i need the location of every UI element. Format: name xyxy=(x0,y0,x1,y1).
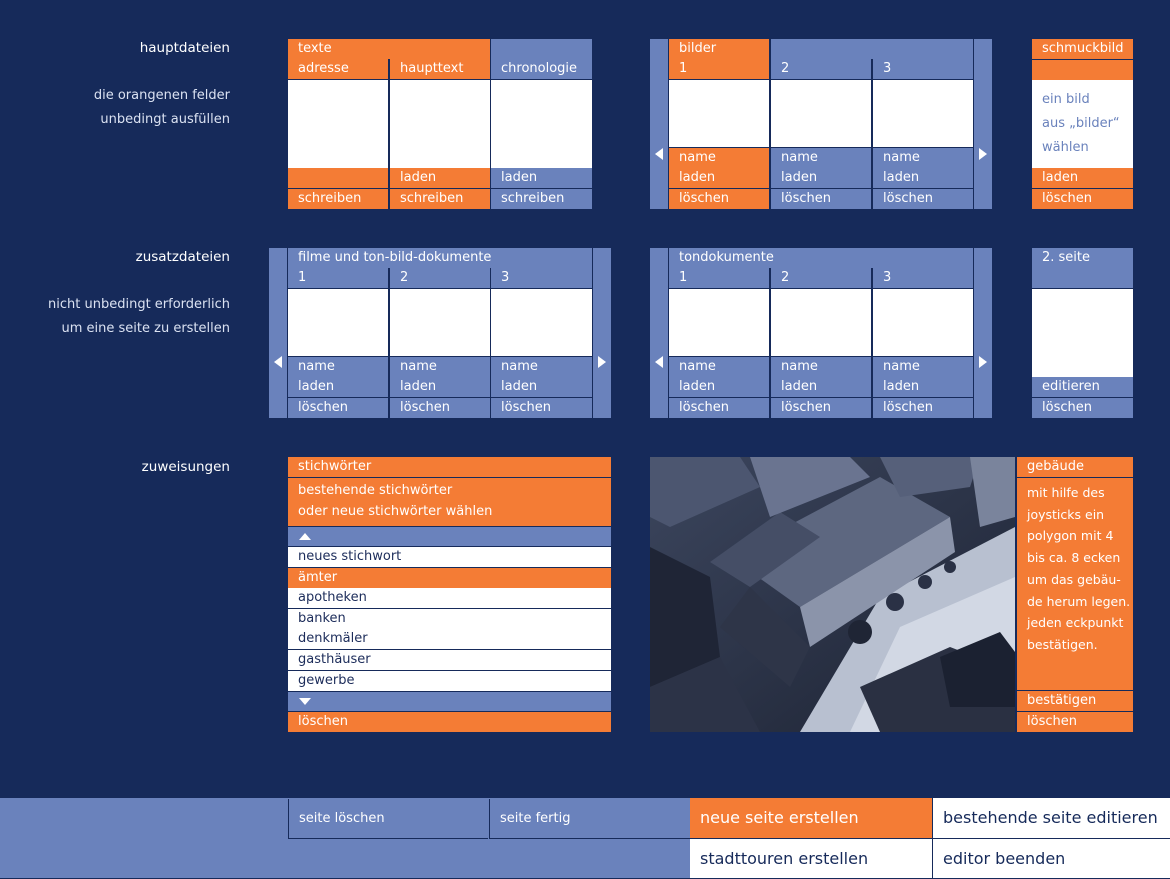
bilder-delete-2[interactable]: löschen xyxy=(771,189,871,209)
bilder-col-3: 3 xyxy=(873,59,973,79)
ton-col-2: 2 xyxy=(771,268,871,288)
stichwoerter-hint xyxy=(288,478,611,526)
bilder-slot-3[interactable] xyxy=(873,80,973,147)
ton-name-1[interactable]: name xyxy=(669,357,769,377)
filme-load-3[interactable]: laden xyxy=(491,377,592,397)
gebaeude-line: de herum legen. xyxy=(1027,593,1131,609)
texte-col-haupttext: haupttext xyxy=(390,59,490,79)
ton-col-1: 1 xyxy=(669,268,769,288)
delete-page-button[interactable]: seite löschen xyxy=(288,799,488,839)
seite2-header-filler xyxy=(1032,268,1133,288)
ton-delete-1[interactable]: löschen xyxy=(669,398,769,418)
arrow-right-icon xyxy=(598,356,606,368)
texte-haupttext-write-button[interactable]: schreiben xyxy=(390,189,490,209)
gebaeude-confirm-button[interactable]: bestätigen xyxy=(1017,691,1133,711)
stichwort-item[interactable]: neues stichwort xyxy=(288,547,611,567)
stichwort-item[interactable]: apotheken xyxy=(288,588,611,608)
stichwort-item[interactable]: gewerbe xyxy=(288,671,611,691)
schmuckbild-header-filler xyxy=(1032,60,1133,80)
gebaeude-instructions xyxy=(1017,478,1133,690)
gebaeude-line: bestätigen. xyxy=(1027,636,1098,652)
texte-adresse-load-empty xyxy=(288,168,388,188)
bilder-col-2: 2 xyxy=(771,59,871,79)
ton-load-2[interactable]: laden xyxy=(771,377,871,397)
bilder-slot-1[interactable] xyxy=(669,80,769,147)
footer-divider xyxy=(690,838,1170,839)
texte-chronologie-load-button[interactable]: laden xyxy=(491,168,592,188)
arrow-left-icon xyxy=(655,356,663,368)
bilder-title: bilder xyxy=(669,39,769,59)
gebaeude-delete-button[interactable]: löschen xyxy=(1017,712,1133,732)
schmuckbild-load-button[interactable]: laden xyxy=(1032,168,1133,188)
main-hint-line1: die orangenen felder xyxy=(93,88,230,103)
filme-delete-3[interactable]: löschen xyxy=(491,398,592,418)
ton-col-3: 3 xyxy=(873,268,973,288)
filme-scroll-right[interactable] xyxy=(593,248,611,418)
texte-adresse-field[interactable] xyxy=(288,80,388,168)
filme-name-1[interactable]: name xyxy=(288,357,388,377)
filme-col-2: 2 xyxy=(390,268,490,288)
ton-delete-2[interactable]: löschen xyxy=(771,398,871,418)
filme-title: filme und ton-bild-dokumente xyxy=(288,248,592,268)
texte-haupttext-field[interactable] xyxy=(390,80,490,168)
stichwoerter-scroll-up[interactable] xyxy=(288,527,611,546)
schmuckbild-delete-button[interactable]: löschen xyxy=(1032,189,1133,209)
quit-editor-button[interactable]: editor beenden xyxy=(933,839,1170,878)
stichwoerter-scroll-down[interactable] xyxy=(288,692,611,711)
filme-name-3[interactable]: name xyxy=(491,357,592,377)
bilder-load-2[interactable]: laden xyxy=(771,168,871,188)
gebaeude-line: polygon mit 4 xyxy=(1027,528,1114,544)
new-page-button[interactable]: neue seite erstellen xyxy=(690,798,932,838)
schmuckbild-title: schmuckbild xyxy=(1032,39,1133,59)
bilder-col-1: 1 xyxy=(669,59,769,79)
filme-col-1: 1 xyxy=(288,268,388,288)
filme-load-1[interactable]: laden xyxy=(288,377,388,397)
ton-load-3[interactable]: laden xyxy=(873,377,973,397)
aerial-photo-image xyxy=(650,457,1015,732)
schmuckbild-text-1: ein bild xyxy=(1042,92,1090,107)
section-label-extra: zusatzdateien xyxy=(135,249,230,265)
extra-hint-line2: um eine seite zu erstellen xyxy=(61,321,230,336)
bilder-slot-2[interactable] xyxy=(771,80,871,147)
ton-load-1[interactable]: laden xyxy=(669,377,769,397)
schmuckbild-preview[interactable] xyxy=(1032,80,1133,168)
arrow-right-icon xyxy=(979,148,987,160)
gebaeude-line: mit hilfe des xyxy=(1027,485,1105,500)
bilder-name-1[interactable]: name xyxy=(669,148,769,168)
gebaeude-line: um das gebäu- xyxy=(1027,571,1121,587)
filme-slot-3[interactable] xyxy=(491,289,592,356)
stichwoerter-hint-line2: oder neue stichwörter wählen xyxy=(298,504,493,519)
arrow-right-icon xyxy=(979,356,987,368)
texte-col-adresse: adresse xyxy=(288,59,388,79)
texte-haupttext-load-button[interactable]: laden xyxy=(390,168,490,188)
bilder-name-2[interactable]: name xyxy=(771,148,871,168)
stichwoerter-title: stichwörter xyxy=(288,457,611,477)
bilder-delete-3[interactable]: löschen xyxy=(873,189,973,209)
filme-delete-2[interactable]: löschen xyxy=(390,398,490,418)
texte-chronologie-field[interactable] xyxy=(491,80,592,168)
arrow-up-icon xyxy=(299,533,311,540)
filme-slot-1[interactable] xyxy=(288,289,388,356)
page-done-button[interactable]: seite fertig xyxy=(489,799,690,839)
bilder-delete-1[interactable]: löschen xyxy=(669,189,769,209)
bilder-scroll-left[interactable] xyxy=(650,39,668,209)
bilder-name-3[interactable]: name xyxy=(873,148,973,168)
seite2-preview[interactable] xyxy=(1032,289,1133,377)
gebaeude-line: bis ca. 8 ecken xyxy=(1027,550,1121,566)
filme-col-3: 3 xyxy=(491,268,592,288)
arrow-left-icon xyxy=(274,356,282,368)
main-hint-line2: unbedingt ausfüllen xyxy=(100,112,230,127)
texte-title-filler xyxy=(491,39,592,59)
extra-hint-line1: nicht unbedingt erforderlich xyxy=(48,297,230,312)
ton-name-3[interactable]: name xyxy=(873,357,973,377)
stichwort-item[interactable]: gasthäuser xyxy=(288,650,611,670)
edit-page-button[interactable]: bestehende seite editieren xyxy=(933,798,1170,838)
filme-delete-1[interactable]: löschen xyxy=(288,398,388,418)
schmuckbild-text-2: aus „bilder“ xyxy=(1042,116,1120,131)
create-tours-button[interactable]: stadttouren erstellen xyxy=(690,839,932,878)
stichwort-item[interactable]: banken xyxy=(288,609,611,629)
stichwoerter-delete-button[interactable]: löschen xyxy=(288,712,611,732)
ton-name-2[interactable]: name xyxy=(771,357,871,377)
texte-title: texte xyxy=(288,39,490,59)
ton-slot-2[interactable] xyxy=(771,289,871,356)
filme-scroll-left[interactable] xyxy=(269,248,287,418)
filme-load-2[interactable]: laden xyxy=(390,377,490,397)
ton-scroll-right[interactable] xyxy=(974,248,992,418)
filme-slot-2[interactable] xyxy=(390,289,490,356)
bilder-load-1[interactable]: laden xyxy=(669,168,769,188)
gebaeude-title: gebäude xyxy=(1017,457,1133,477)
texte-adresse-write-button[interactable]: schreiben xyxy=(288,189,388,209)
ton-slot-1[interactable] xyxy=(669,289,769,356)
filme-name-2[interactable]: name xyxy=(390,357,490,377)
seite2-title: 2. seite xyxy=(1032,248,1133,268)
bilder-scroll-right[interactable] xyxy=(974,39,992,209)
arrow-down-icon xyxy=(299,698,311,705)
ton-slot-3[interactable] xyxy=(873,289,973,356)
stichwort-item[interactable]: denkmäler xyxy=(288,629,611,649)
bilder-load-3[interactable]: laden xyxy=(873,168,973,188)
bilder-title-filler xyxy=(771,39,973,59)
arrow-left-icon xyxy=(655,148,663,160)
schmuckbild-text-3: wählen xyxy=(1042,140,1089,155)
gebaeude-line: jeden eckpunkt xyxy=(1027,615,1124,631)
seite2-delete-button[interactable]: löschen xyxy=(1032,398,1133,418)
aerial-photo[interactable] xyxy=(650,457,1015,732)
ton-delete-3[interactable]: löschen xyxy=(873,398,973,418)
texte-col-chronologie: chronologie xyxy=(491,59,592,79)
ton-title: tondokumente xyxy=(669,248,973,268)
ton-scroll-left[interactable] xyxy=(650,248,668,418)
section-label-main: hauptdateien xyxy=(139,40,230,56)
seite2-edit-button[interactable]: editieren xyxy=(1032,377,1133,397)
gebaeude-line: joysticks ein xyxy=(1027,506,1105,522)
stichwoerter-hint-line1: bestehende stichwörter xyxy=(298,483,453,498)
stichwort-item-selected[interactable]: ämter xyxy=(288,568,611,588)
section-label-assign: zuweisungen xyxy=(141,459,230,475)
texte-chronologie-write-button[interactable]: schreiben xyxy=(491,189,592,209)
